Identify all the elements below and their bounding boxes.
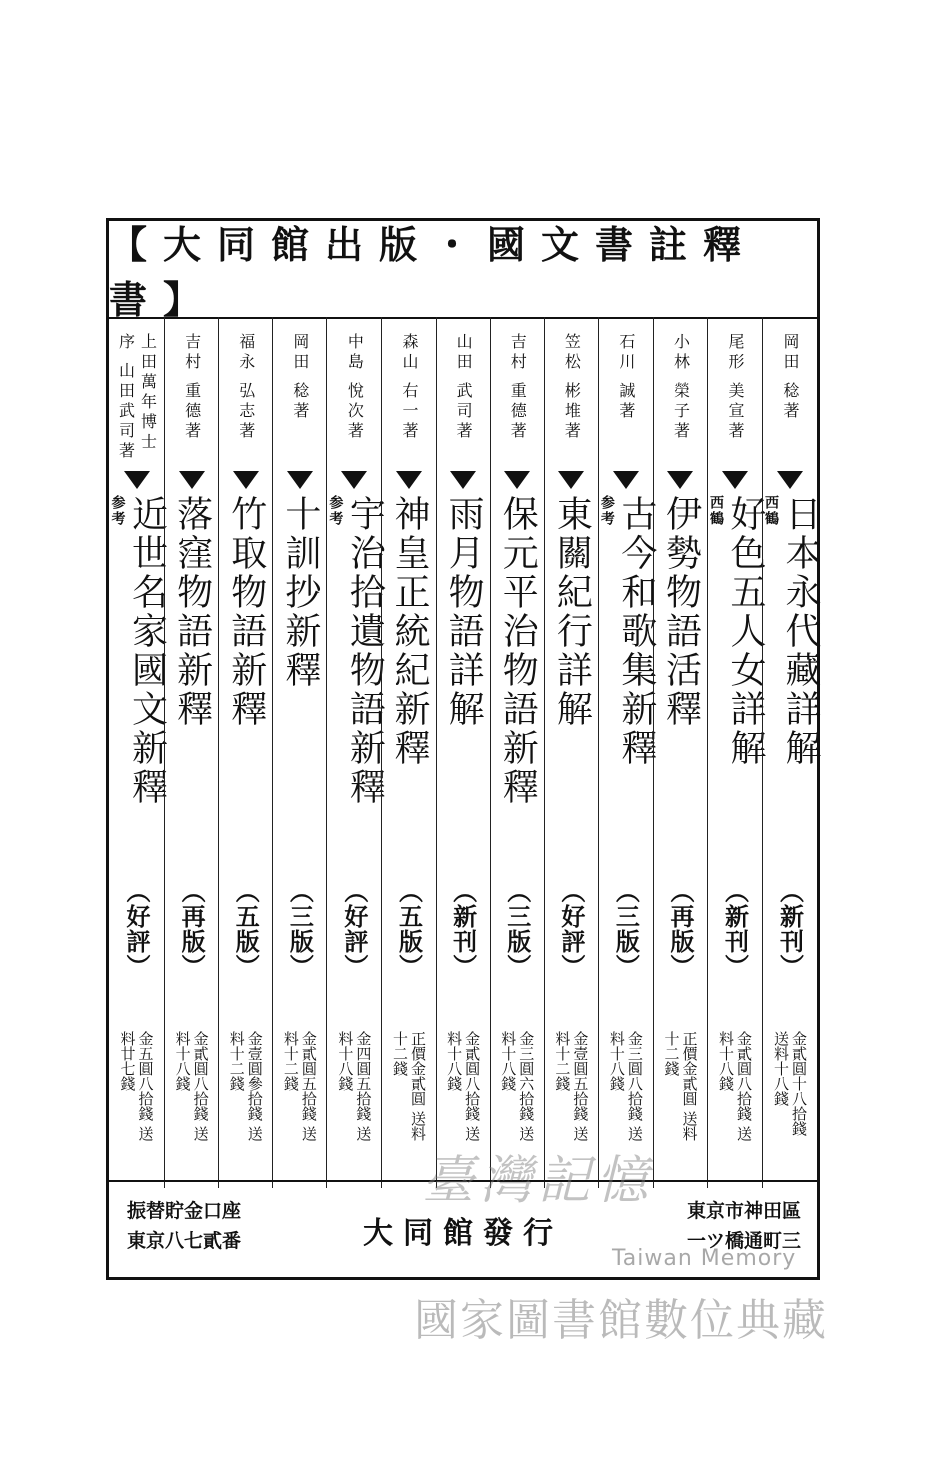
- book-column: [381, 317, 435, 1188]
- triangle-marker-icon: [233, 471, 259, 489]
- book-title: 伊勢物語活釋: [660, 495, 702, 729]
- book-column: [326, 317, 386, 1188]
- transfer-account: [127, 1196, 241, 1256]
- triangle-marker-icon: [341, 471, 367, 489]
- book-price: 正價金貳圓 送料十二錢: [662, 1031, 699, 1141]
- book-note: 参考: [598, 495, 615, 527]
- book-column: [109, 317, 168, 1188]
- book-title-group: [551, 495, 593, 855]
- book-title: 古今和歌集新釋: [615, 495, 657, 768]
- triangle-marker-icon: [722, 471, 748, 489]
- book-column: [598, 317, 657, 1188]
- book-title: 東關紀行詳解: [551, 495, 593, 729]
- book-edition: （好評）: [339, 879, 368, 979]
- triangle-marker-icon: [777, 471, 803, 489]
- book-note: 西鶴: [708, 495, 724, 527]
- book-column: [490, 317, 544, 1188]
- book-edition: （新刊）: [448, 879, 477, 979]
- book-price: 金貳圓八拾錢 送料十八錢: [173, 1031, 210, 1141]
- book-author: 小林 榮子著: [671, 333, 691, 443]
- watermark-script: 臺灣記憶: [422, 1151, 655, 1211]
- book-price: 金壹圓五拾錢 送料十二錢: [553, 1031, 590, 1141]
- publisher-name: 大同館發行: [363, 1216, 563, 1251]
- book-title-group: [706, 495, 764, 855]
- book-column: [707, 317, 766, 1188]
- book-column: [653, 317, 707, 1188]
- book-title: 好色五人女詳解: [725, 495, 766, 768]
- book-column: [218, 317, 272, 1188]
- book-title-group: [660, 495, 702, 855]
- book-title: 保元平治物語新釋: [497, 495, 539, 807]
- book-edition: （新刊）: [720, 879, 749, 979]
- triangle-marker-icon: [396, 471, 422, 489]
- triangle-marker-icon: [450, 471, 476, 489]
- book-edition: （三版）: [285, 879, 314, 979]
- triangle-marker-icon: [179, 471, 205, 489]
- book-author: 岡田 稔著: [290, 333, 310, 423]
- book-price: 金貳圓八拾錢 送料十八錢: [445, 1031, 482, 1141]
- book-edition: （五版）: [231, 879, 260, 979]
- book-price: 金三圓六拾錢 送料十八錢: [499, 1031, 536, 1141]
- book-title-group: [390, 495, 428, 855]
- book-title: 宇治拾遺物語新釋: [344, 495, 386, 807]
- book-title: 十訓抄新釋: [279, 495, 321, 690]
- book-title-group: [173, 495, 211, 855]
- book-edition: （好評）: [122, 879, 150, 979]
- address-line-2: 一ツ橋通町三: [686, 1230, 801, 1252]
- book-title-group: [443, 495, 485, 855]
- book-author: 笠松 彬堆著: [562, 333, 582, 443]
- book-price: 正價金貳圓 送料十二錢: [390, 1031, 427, 1141]
- book-price: 金五圓八拾錢 送料廿七錢: [118, 1031, 155, 1141]
- book-title-group: [597, 495, 655, 855]
- book-title-group: [761, 495, 819, 855]
- book-title: 落窪物語新釋: [171, 495, 213, 729]
- book-edition: （三版）: [502, 879, 531, 979]
- transfer-line-2: 東京八七貳番: [127, 1230, 242, 1252]
- book-column: [436, 317, 490, 1188]
- book-author: 岡田 稔著: [781, 333, 800, 423]
- triangle-marker-icon: [613, 471, 639, 489]
- triangle-marker-icon: [287, 471, 313, 489]
- book-note: 参考: [109, 495, 126, 527]
- book-column: [544, 317, 598, 1188]
- book-title-group: [108, 495, 166, 855]
- book-price: 金三圓八拾錢 送料十八錢: [607, 1031, 644, 1141]
- book-title: 神皇正統紀新釋: [388, 495, 430, 768]
- book-author: 上田萬年博士序 山田武司著: [116, 333, 158, 463]
- triangle-marker-icon: [667, 471, 693, 489]
- triangle-marker-icon: [504, 471, 530, 489]
- triangle-marker-icon: [124, 471, 150, 489]
- book-title-group: [325, 495, 386, 855]
- book-list: [109, 317, 821, 1188]
- book-note: 西鶴: [763, 495, 779, 527]
- triangle-marker-icon: [558, 471, 584, 489]
- book-note: 参考: [327, 495, 344, 527]
- advertisement-frame: [106, 218, 820, 1280]
- book-title: 日本永代藏詳解: [780, 495, 821, 768]
- book-author: 吉村 重德著: [508, 333, 528, 443]
- book-title: 近世名家國文新釋: [126, 495, 168, 807]
- book-edition: （五版）: [394, 879, 423, 979]
- book-author: 森山 右一著: [399, 333, 419, 443]
- book-edition: （三版）: [611, 879, 640, 979]
- book-column: [272, 317, 326, 1188]
- book-title-group: [227, 495, 265, 855]
- book-price: 金壹圓參拾錢 送料十二錢: [227, 1031, 264, 1141]
- book-author: 福永 弘志著: [236, 333, 256, 443]
- book-column: [164, 317, 218, 1188]
- watermark-english: Taiwan Memory: [612, 1246, 797, 1271]
- book-edition: （再版）: [177, 879, 206, 979]
- watermark-chinese: 國家圖書館數位典藏: [414, 1295, 828, 1346]
- book-price: 金貳圓八拾錢 送料十八錢: [717, 1031, 753, 1141]
- book-author: 中島 悅次著: [345, 333, 365, 443]
- book-title: 竹取物語新釋: [225, 495, 267, 729]
- book-title: 雨月物語詳解: [443, 495, 485, 729]
- page-title: 【大同館出版・國文書註釋書】: [109, 221, 817, 319]
- book-title-group: [281, 495, 319, 855]
- book-title-group: [497, 495, 539, 855]
- book-edition: （好評）: [556, 879, 585, 979]
- book-price: 金四圓五拾錢 送料十八錢: [336, 1031, 373, 1141]
- book-price: 金貳圓十八拾錢 送料十八錢: [772, 1031, 808, 1136]
- book-author: 山田 武司著: [454, 333, 474, 443]
- book-author: 尾形 美宣著: [726, 333, 745, 443]
- address-line-1: 東京市神田區: [686, 1200, 801, 1222]
- book-column: [762, 317, 821, 1188]
- book-edition: （再版）: [665, 879, 694, 979]
- book-edition: （新刊）: [775, 879, 804, 979]
- book-author: 吉村 重德著: [182, 333, 202, 443]
- transfer-line-1: 振替貯金口座: [127, 1200, 242, 1222]
- book-price: 金貳圓五拾錢 送料十二錢: [281, 1031, 318, 1141]
- book-author: 石川 誠著: [616, 333, 636, 423]
